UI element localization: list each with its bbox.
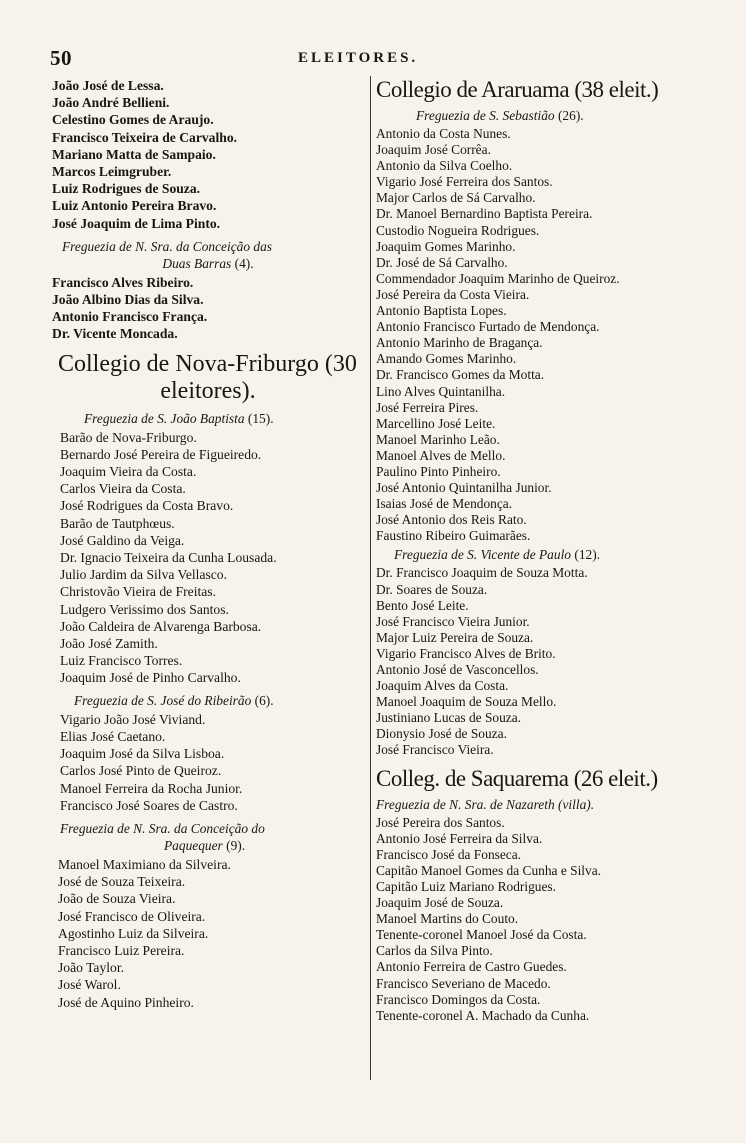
elector-name: Francisco José Soares de Castro. [60, 797, 238, 813]
elector-name: Major Luiz Pereira de Souza. [376, 629, 534, 645]
parish-line-2 [52, 255, 364, 272]
elector-name: José Pereira dos Santos. [376, 814, 505, 830]
name-list [52, 429, 364, 687]
elector-name: José Warol. [58, 977, 121, 993]
elector-name: Vigario Francisco Alves de Brito. [376, 645, 556, 661]
elector-name: Lino Alves Quintanilha. [376, 383, 506, 399]
elector-name: Paulino Pinto Pinheiro. [376, 463, 501, 479]
name-list [52, 856, 364, 1011]
elector-name: Custodio Nogueira Rodrigues. [376, 222, 540, 238]
parish-name: Freguezia de N. Sra. de Nazareth [376, 796, 555, 812]
elector-name: José Antonio Quintanilha Junior. [376, 480, 552, 496]
column-divider [370, 76, 371, 1080]
name-list [52, 77, 364, 232]
parish-heading-vicente [376, 546, 692, 563]
elector-name: Celestino Gomes de Araujo. [52, 112, 214, 128]
parish-note: (villa). [558, 796, 595, 812]
elector-name: Isaias José de Mendonça. [376, 496, 513, 512]
elector-name: José Joaquim de Lima Pinto. [52, 215, 221, 231]
parish-name: Freguezia de S. Vicente de Paulo [394, 547, 571, 563]
elector-name: José Galdino da Veiga. [60, 532, 185, 548]
elector-name: Antonio Ferreira de Castro Guedes. [376, 959, 567, 975]
elector-name: Capitão Manoel Gomes da Cunha e Silva. [376, 862, 601, 878]
elector-name: Carlos da Silva Pinto. [376, 943, 493, 959]
elector-name: Francisco Luiz Pereira. [58, 942, 185, 958]
elector-count: (12). [574, 547, 601, 563]
elector-count: (9). [226, 837, 246, 853]
elector-name: Antonio Francisco Furtado de Mendonça. [376, 319, 600, 335]
parish-heading-duas-barras [52, 238, 364, 272]
elector-name: Manoel Martins do Couto. [376, 911, 519, 927]
parish-name: Freguezia de S. José do Ribeirão [74, 692, 252, 708]
left-column [52, 77, 364, 1011]
parish-line-2 [52, 837, 364, 854]
elector-name: Major Carlos de Sá Carvalho. [376, 190, 536, 206]
elector-name: José Pereira da Costa Vieira. [376, 286, 530, 302]
elector-name: José Ferreira Pires. [376, 399, 479, 415]
elector-name: Antonio da Silva Coelho. [376, 158, 513, 174]
elector-name: Dr. Manoel Bernardino Baptista Pereira. [376, 206, 593, 222]
elector-count: (6). [254, 692, 274, 708]
elector-name: Joaquim José da Silva Lisboa. [60, 746, 225, 762]
elector-name: Dr. Ignacio Teixeira da Cunha Lousada. [60, 550, 277, 566]
elector-name: Commendador Joaquim Marinho de Queiroz. [376, 270, 620, 286]
elector-name: Mariano Matta de Sampaio. [52, 146, 216, 162]
parish-name: Paquequer [164, 837, 223, 853]
elector-name: Francisco Alves Ribeiro. [52, 274, 194, 290]
parish-heading-paquequer [52, 820, 364, 854]
elector-name: Agostinho Luiz da Silveira. [58, 925, 209, 941]
elector-name: Luiz Antonio Pereira Bravo. [52, 198, 217, 214]
elector-name: José Francisco Vieira Junior. [376, 613, 530, 629]
elector-name: João de Souza Vieira. [58, 891, 176, 907]
name-list [376, 565, 692, 758]
elector-name: Antonio Baptista Lopes. [376, 303, 507, 319]
elector-name: Joaquim José de Souza. [376, 895, 504, 911]
elector-name: Manoel Ferreira da Rocha Junior. [60, 780, 243, 796]
elector-name: João José de Lessa. [52, 78, 164, 93]
elector-name: José Francisco de Oliveira. [58, 908, 206, 924]
name-list [52, 711, 364, 814]
college-heading-araruama: Collegio de Araruama (38 eleit.) [376, 77, 659, 102]
elector-name: Francisco Domingos da Costa. [376, 991, 541, 1007]
elector-name: Carlos José Pinto de Queiroz. [60, 763, 222, 779]
running-title: ELEITORES. [298, 50, 419, 66]
parish-name: Freguezia de S. Sebastião [416, 108, 555, 123]
elector-name: Dr. Francisco Joaquim de Souza Motta. [376, 565, 588, 581]
elector-name: Dr. Francisco Gomes da Motta. [376, 367, 545, 383]
elector-name: Amando Gomes Marinho. [376, 351, 517, 367]
elector-name: Manoel Marinho Leão. [376, 431, 500, 447]
elector-name: Manoel Maximiano da Silveira. [58, 856, 231, 872]
elector-name: Francisco Severiano de Macedo. [376, 975, 551, 991]
parish-heading-ribeirao [52, 692, 364, 709]
elector-name: Antonio José Ferreira da Silva. [376, 830, 543, 846]
elector-name: Antonio da Costa Nunes. [376, 126, 511, 141]
elector-name: Dr. José de Sá Carvalho. [376, 254, 508, 270]
elector-name: Tenente-coronel A. Machado da Cunha. [376, 1007, 590, 1023]
parish-name: Freguezia de S. João Baptista [84, 410, 245, 426]
elector-name: Francisco José da Fonseca. [376, 846, 522, 862]
elector-name: José Rodrigues da Costa Bravo. [60, 498, 234, 514]
parish-heading-sao-joao [52, 410, 364, 427]
elector-name: Vigario João José Viviand. [60, 711, 206, 727]
parish-line-1: Freguezia de N. Sra. da Conceição das [62, 238, 273, 254]
elector-name: Joaquim Gomes Marinho. [376, 238, 516, 254]
elector-count: (15). [247, 410, 274, 426]
elector-name: Elias José Caetano. [60, 728, 166, 744]
elector-name: Justiniano Lucas de Souza. [376, 710, 522, 726]
elector-name: Bernardo José Pereira de Figueiredo. [60, 446, 262, 462]
elector-name: João Albino Dias da Silva. [52, 292, 204, 308]
elector-name: Antonio José de Vasconcellos. [376, 662, 539, 677]
elector-name: Capitão Luiz Mariano Rodrigues. [376, 878, 556, 894]
parish-name: Duas Barras [162, 255, 232, 271]
name-list [376, 126, 692, 544]
elector-name: Manoel Joaquim de Souza Mello. [376, 694, 557, 710]
elector-name: Dionysio José de Souza. [376, 726, 507, 742]
elector-name: Marcos Leimgruber. [52, 164, 172, 180]
right-column [376, 76, 692, 1024]
elector-name: João Caldeira de Alvarenga Barbosa. [60, 618, 262, 634]
parish-heading-sebastiao [376, 107, 692, 124]
elector-name: Luiz Rodrigues de Souza. [52, 181, 201, 197]
elector-name: Tenente-coronel Manoel José da Costa. [376, 927, 587, 943]
elector-name: Joaquim José Corrêa. [376, 142, 491, 158]
name-list [52, 274, 364, 343]
elector-name: João Taylor. [58, 960, 125, 976]
elector-name: Luiz Francisco Torres. [60, 653, 183, 669]
name-list [376, 815, 692, 1024]
college-line-1: Collegio de Nova-Friburgo (30 [58, 350, 357, 377]
parish-line-1: Freguezia de N. Sra. da Conceição do [60, 820, 265, 836]
elector-name: José de Souza Teixeira. [58, 874, 186, 890]
elector-name: João André Bellieni. [52, 95, 170, 111]
elector-name: Joaquim José de Pinho Carvalho. [60, 670, 241, 686]
elector-name: Joaquim Alves da Costa. [376, 678, 509, 694]
elector-name: Dr. Soares de Souza. [376, 581, 488, 597]
page-number: 50 [50, 46, 72, 70]
elector-count: (26). [557, 108, 584, 123]
elector-name: Julio Jardim da Silva Vellasco. [60, 567, 228, 583]
elector-name: José Francisco Vieira. [376, 742, 494, 758]
elector-name: Joaquim Vieira da Costa. [60, 464, 197, 480]
elector-name: José Antonio dos Reis Rato. [376, 512, 527, 528]
elector-name: Vigario José Ferreira dos Santos. [376, 174, 553, 190]
elector-name: Dr. Vicente Moncada. [52, 326, 178, 342]
elector-name: Faustino Ribeiro Guimarães. [376, 528, 531, 544]
elector-name: Christovão Vieira de Freitas. [60, 584, 216, 600]
elector-name: Antonio Francisco França. [52, 309, 208, 325]
elector-name: Bento José Leite. [376, 597, 469, 613]
elector-count: (4). [234, 255, 254, 271]
elector-name: Carlos Vieira da Costa. [60, 481, 186, 497]
elector-name: Barão de Nova-Friburgo. [60, 429, 197, 445]
college-line-2: eleitores). [160, 377, 256, 404]
parish-heading-nazareth [376, 796, 692, 813]
college-heading-nova-friburgo [52, 351, 364, 405]
elector-name: Ludgero Verissimo dos Santos. [60, 601, 229, 617]
elector-name: Barão de Tautphœus. [60, 515, 175, 531]
elector-name: Francisco Teixeira de Carvalho. [52, 129, 238, 145]
elector-name: Manoel Alves de Mello. [376, 447, 506, 463]
elector-name: João José Zamith. [60, 636, 158, 652]
elector-name: Antonio Marinho de Bragança. [376, 335, 543, 351]
elector-name: Marcellino José Leite. [376, 415, 496, 431]
elector-name: José de Aquino Pinheiro. [58, 994, 194, 1010]
college-heading-saquarema: Colleg. de Saquarema (26 eleit.) [376, 765, 658, 791]
